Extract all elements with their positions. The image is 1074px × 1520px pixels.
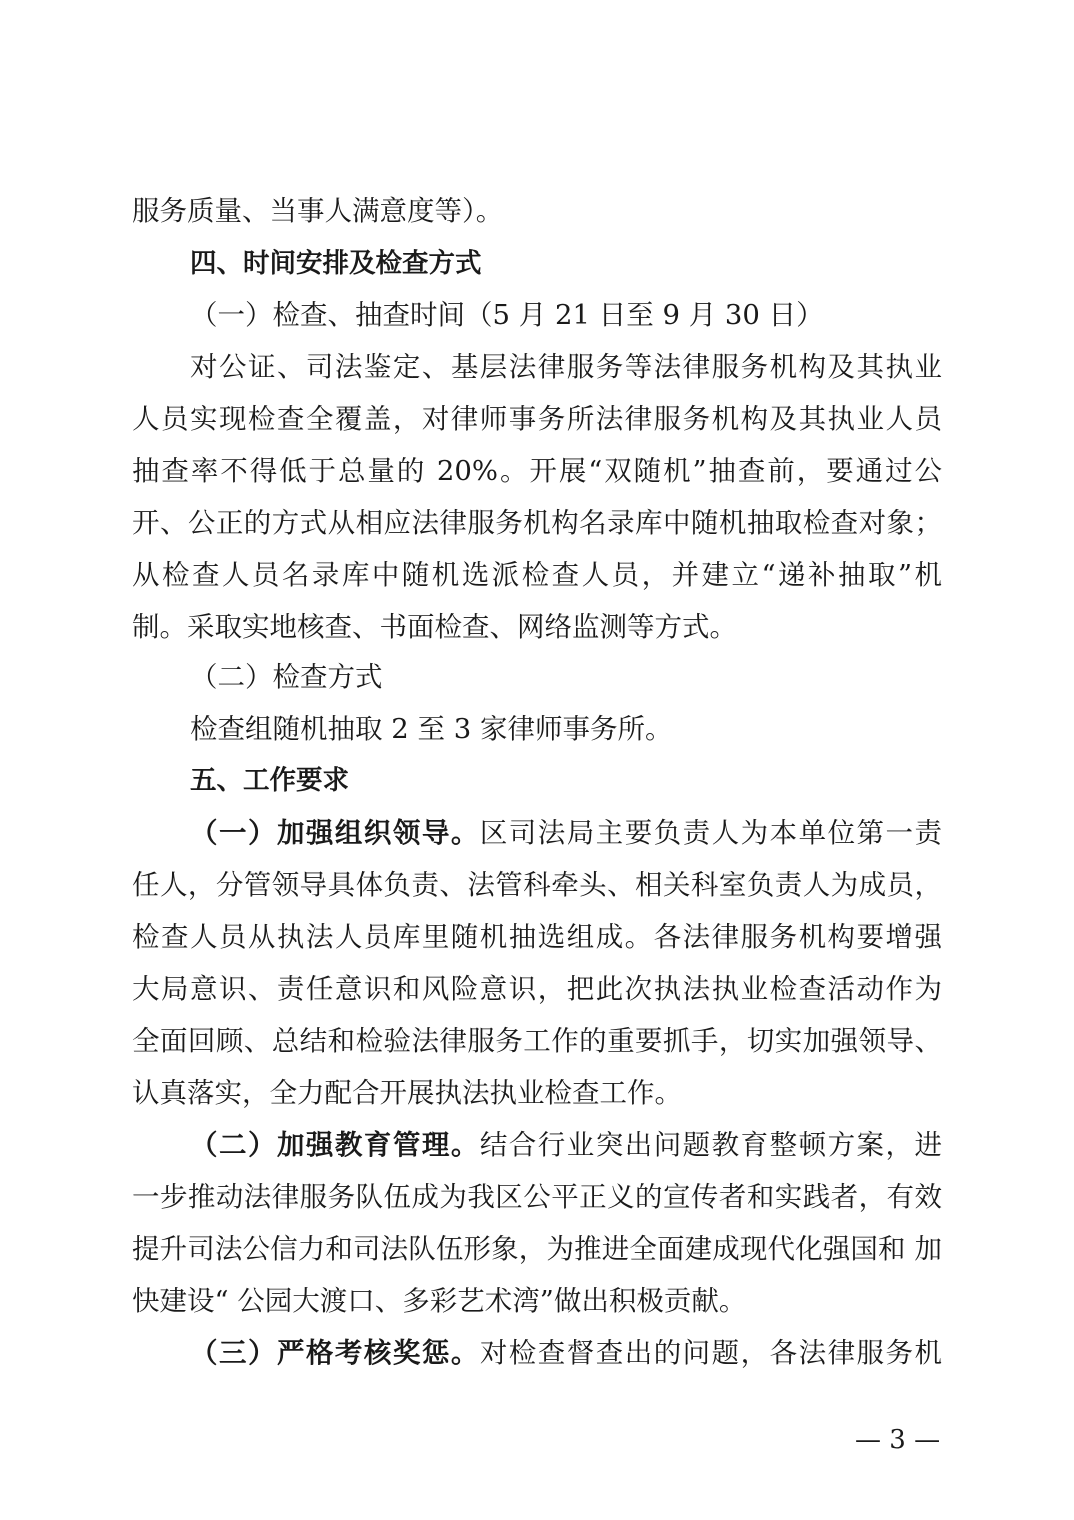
paragraph-line: 服务质量、当事人满意度等）。 <box>132 195 504 227</box>
paragraph-text: 区司法局主要负责人为本单位第一责 <box>479 817 943 849</box>
paragraph-line: 提升司法公信力和司法队伍形象，为推进全面建成现代化强国和 加 <box>132 1233 942 1265</box>
paragraph-line: 大局意识、责任意识和风险意识，把此次执法执业检查活动作为 <box>132 973 942 1005</box>
subsection-heading-inspection-time: （一）检查、抽查时间（5 月 21 日至 9 月 30 日） <box>190 299 824 331</box>
paragraph-line: 一步推动法律服务队伍成为我区公平正义的宣传者和实践者，有效 <box>132 1181 942 1213</box>
subsection-heading-inspection-method: （二）检查方式 <box>190 661 383 693</box>
paragraph-line: 任人，分管领导具体负责、法管科牵头、相关科室负责人为成员， <box>132 869 942 901</box>
paragraph-line: 制。采取实地核查、书面检查、网络监测等方式。 <box>132 611 737 643</box>
paragraph-text: 结合行业突出问题教育整顿方案，进 <box>479 1129 943 1161</box>
paragraph-line: 认真落实，全力配合开展执法执业检查工作。 <box>132 1077 682 1109</box>
paragraph-line: 全面回顾、总结和检验法律服务工作的重要抓手，切实加强领导、 <box>132 1025 942 1057</box>
paragraph-line-with-runin <box>190 813 942 853</box>
section-heading-five: 五、工作要求 <box>190 765 349 796</box>
paragraph-line: 对公证、司法鉴定、基层法律服务等法律服务机构及其执业 <box>190 351 942 383</box>
paragraph-line: 检查组随机抽取 2 至 3 家律师事务所。 <box>190 713 673 745</box>
runin-heading-education: （二）加强教育管理。 <box>190 1129 480 1161</box>
paragraph-line: 人员实现检查全覆盖，对律师事务所法律服务机构及其执业人员 <box>132 403 942 435</box>
page-number: — 3 — <box>855 1425 941 1455</box>
paragraph-line: 从检查人员名录库中随机选派检查人员，并建立“递补抽取”机 <box>132 559 942 591</box>
paragraph-text: 对检查督查出的问题，各法律服务机 <box>479 1337 943 1369</box>
paragraph-line: 检查人员从执法人员库里随机抽选组成。各法律服务机构要增强 <box>132 921 942 953</box>
paragraph-line: 开、公正的方式从相应法律服务机构名录库中随机抽取检查对象； <box>132 507 942 539</box>
runin-heading-leadership: （一）加强组织领导。 <box>190 817 480 849</box>
runin-heading-assessment: （三）严格考核奖惩。 <box>190 1337 480 1369</box>
paragraph-line-with-runin <box>190 1125 942 1165</box>
paragraph-line-with-runin <box>190 1333 942 1373</box>
paragraph-line: 快建设“ 公园大渡口、多彩艺术湾”做出积极贡献。 <box>132 1285 747 1317</box>
paragraph-line: 抽查率不得低于总量的 20%。开展“双随机”抽查前，要通过公 <box>132 455 942 487</box>
section-heading-four: 四、时间安排及检查方式 <box>190 248 482 279</box>
